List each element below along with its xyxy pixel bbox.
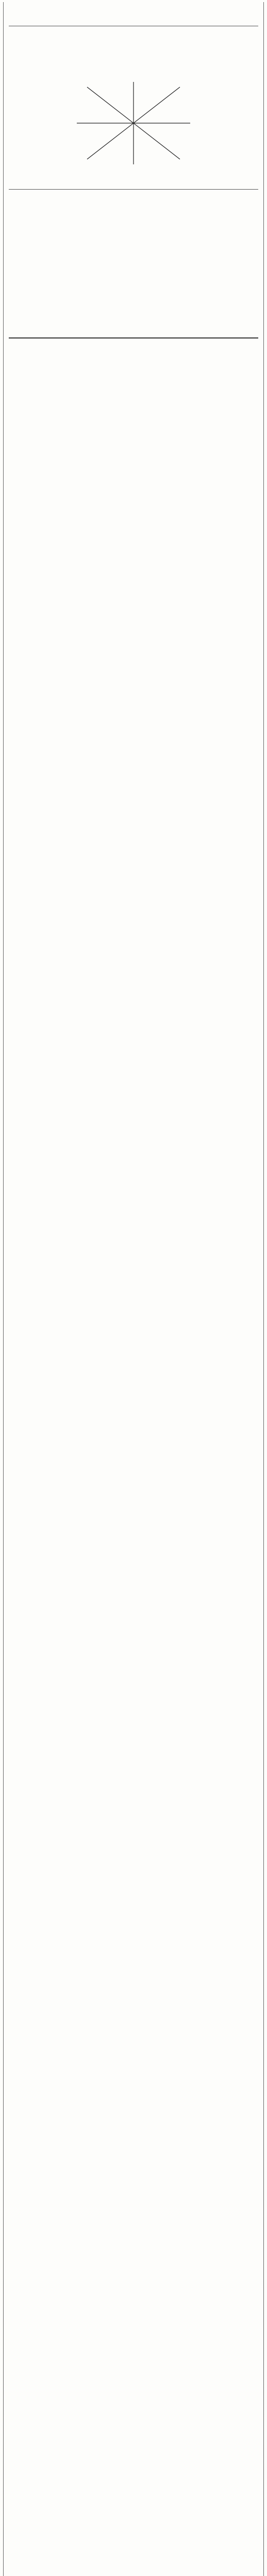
equation-line [9, 244, 258, 251]
article-body [4, 2, 263, 344]
paragraph [9, 315, 258, 322]
section-heading [9, 224, 258, 231]
section-heading [9, 193, 258, 200]
paragraph [9, 60, 258, 67]
paragraph [9, 203, 258, 210]
divider-rule [9, 189, 258, 190]
equation-line [9, 264, 258, 272]
compass-diagram [56, 72, 211, 175]
text-column [3, 2, 264, 2576]
paragraph [9, 325, 258, 332]
section-heading [9, 304, 258, 312]
paragraph [9, 40, 258, 47]
paragraph [9, 274, 258, 281]
paragraph [9, 179, 258, 186]
equation-line [9, 284, 258, 292]
footer-rule [9, 337, 258, 338]
paragraph [9, 15, 258, 23]
paragraph [9, 254, 258, 261]
paragraph [9, 5, 258, 12]
paragraph [9, 213, 258, 221]
paragraph [9, 234, 258, 241]
section-heading [9, 50, 258, 57]
paragraph [9, 29, 258, 37]
compass-figure [56, 72, 211, 175]
paragraph [9, 294, 258, 301]
